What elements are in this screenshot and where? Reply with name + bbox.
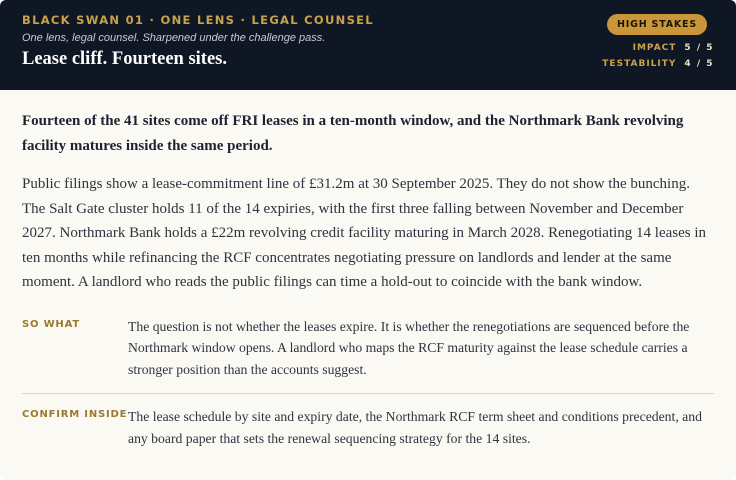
eyebrow-label: BLACK SWAN 01 · ONE LENS · LEGAL COUNSEL bbox=[22, 13, 374, 27]
card-body bbox=[22, 90, 714, 459]
analysis-rows bbox=[22, 309, 714, 460]
so-what-text: The question is not whether the leases expire. It is whether the renegotiations are sequenced before the Northmark window opens. A landlord who maps the RCF maturity against the lease schedule carries a stronger position than the accounts suggest. bbox=[128, 318, 690, 377]
testability-value: 4 / 5 bbox=[684, 59, 714, 69]
impact-metric bbox=[633, 43, 714, 53]
confirm-inside-text: The lease schedule by site and expiry date, the Northmark RCF term sheet and conditions precedent, and any board paper that sets the renewal sequencing strategy for the 14 sites. bbox=[128, 409, 702, 446]
testability-metric bbox=[602, 59, 714, 69]
lede-paragraph: Fourteen of the 41 sites come off FRI leases in a ten-month window, and the Northmark Bank revolving facility matures inside the same period. bbox=[22, 113, 684, 154]
card-title: Lease cliff. Fourteen sites. bbox=[22, 49, 227, 69]
testability-label: TESTABILITY bbox=[602, 59, 677, 69]
detail-paragraph: Public filings show a lease-commitment line of £31.2m at 30 September 2025. They do not show the bunching. The Salt Gate cluster holds 11 of the 14 expiries, with the first three falling between November and December 2027. Northmark Bank holds a £22m revolving credit facility maturing in March 2028. Renegotiating 14 leases in ten months while refinancing the RCF concentrates negotiating pressure on landlords and lender at the same moment. A landlord who reads the public filings can time a hold-out to coincide with the bank window. bbox=[22, 176, 707, 290]
so-what-label: SO WHAT bbox=[22, 318, 80, 330]
impact-label: IMPACT bbox=[632, 43, 677, 53]
so-what-row bbox=[22, 309, 714, 394]
header-subtitle: One lens, legal counsel. Sharpened under the challenge pass. bbox=[22, 32, 326, 44]
stakes-badge: HIGH STAKES bbox=[607, 14, 707, 35]
confirm-inside-label: CONFIRM INSIDE bbox=[22, 409, 128, 420]
card-header bbox=[0, 0, 736, 90]
confirm-inside-row bbox=[22, 393, 714, 459]
impact-value: 5 / 5 bbox=[684, 43, 714, 53]
